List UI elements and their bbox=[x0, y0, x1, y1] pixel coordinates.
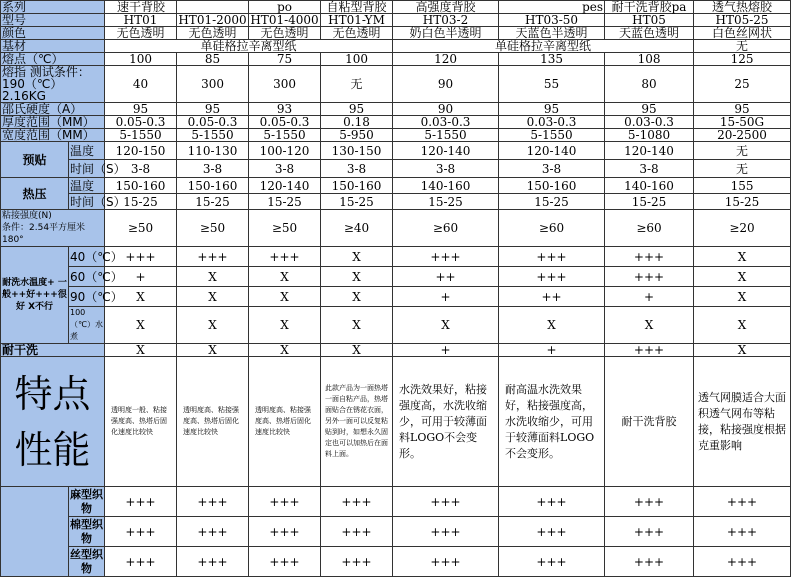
fabric-cell[interactable]: +++ bbox=[177, 487, 249, 517]
width-cell[interactable]: 5-1550 bbox=[393, 129, 499, 142]
model-row bbox=[1, 14, 791, 27]
prepaste-time-cell[interactable]: 无 bbox=[694, 160, 791, 178]
melt-point-cell[interactable]: 108 bbox=[605, 53, 694, 66]
base-cell[interactable]: 单硅格拉辛离型纸 bbox=[393, 40, 694, 53]
prepaste-time-cell[interactable]: 3-8 bbox=[321, 160, 393, 178]
peel-label-line2: 条件：2.54平方厘米180° bbox=[2, 223, 86, 245]
wash-100-row bbox=[1, 307, 791, 344]
peel-cell[interactable]: ≥20 bbox=[694, 210, 791, 247]
width-cell[interactable]: 5-1080 bbox=[605, 129, 694, 142]
prepaste-temp-cell[interactable]: 120-140 bbox=[393, 142, 499, 160]
width-cell[interactable]: 5-1550 bbox=[249, 129, 321, 142]
dryclean-label: 耐干洗 bbox=[1, 344, 105, 357]
dryclean-cell[interactable]: X bbox=[249, 344, 321, 357]
wash-cell[interactable]: X bbox=[605, 307, 694, 344]
fabric-cell[interactable]: +++ bbox=[105, 487, 177, 517]
series-row bbox=[1, 1, 791, 14]
wash-cell[interactable]: X bbox=[393, 307, 499, 344]
width-cell[interactable]: 5-1550 bbox=[177, 129, 249, 142]
fabric-cell[interactable]: +++ bbox=[321, 547, 393, 577]
color-cell[interactable]: 天蓝色半透明 bbox=[499, 27, 605, 40]
fabric-label: 麻型织物 bbox=[70, 487, 103, 515]
wash-cell[interactable]: +++ bbox=[177, 247, 249, 267]
wash-cell[interactable]: X bbox=[499, 307, 605, 344]
melt-point-cell[interactable]: 120 bbox=[393, 53, 499, 66]
series-cell[interactable] bbox=[177, 1, 249, 14]
wash-temp-label: 90（℃） bbox=[69, 287, 105, 307]
feature-text[interactable]: 耐高温水洗效果好，粘接强度高，水洗收缩少，可用于较薄面料LOGO不会变形。 bbox=[499, 357, 605, 487]
width-label: 宽度范围（MM） bbox=[1, 129, 105, 142]
melt-point-cell[interactable]: 125 bbox=[694, 53, 791, 66]
wash-cell[interactable]: + bbox=[105, 267, 177, 287]
model-cell[interactable]: HT05 bbox=[605, 14, 694, 27]
wash-40-row bbox=[1, 247, 791, 267]
melt-index-cell[interactable]: 无 bbox=[321, 66, 393, 103]
feature-text[interactable]: 透明度一般、粘接强度高、热塔后固化速度比较快 bbox=[105, 357, 177, 487]
fabric-label: 丝型织物 bbox=[70, 547, 103, 575]
melt-index-cell[interactable]: 300 bbox=[249, 66, 321, 103]
prepaste-temp-cell[interactable]: 无 bbox=[694, 142, 791, 160]
model-cell[interactable]: HT01-YM bbox=[321, 14, 393, 27]
fabric-cell[interactable]: +++ bbox=[694, 487, 791, 517]
fabric-group-label bbox=[1, 487, 69, 577]
peel-label-line1: 粘接强度(N) bbox=[2, 211, 52, 221]
wash-cell[interactable]: +++ bbox=[499, 247, 605, 267]
hotpress-time-row bbox=[1, 194, 791, 210]
model-cell[interactable]: HT05-25 bbox=[694, 14, 791, 27]
peel-cell[interactable]: ≥40 bbox=[321, 210, 393, 247]
color-cell[interactable]: 奶白色半透明 bbox=[393, 27, 499, 40]
wash-cell[interactable]: X bbox=[321, 287, 393, 307]
thickness-cell[interactable]: 0.03-0.3 bbox=[393, 116, 499, 129]
hotpress-time-cell[interactable]: 15-25 bbox=[393, 194, 499, 210]
peel-cell[interactable]: ≥60 bbox=[393, 210, 499, 247]
prepaste-temp-cell[interactable]: 130-150 bbox=[321, 142, 393, 160]
dryclean-row bbox=[1, 344, 791, 357]
model-cell[interactable]: HT01 bbox=[105, 14, 177, 27]
fabric-cell[interactable]: +++ bbox=[694, 547, 791, 577]
prepaste-temp-cell[interactable]: 110-130 bbox=[177, 142, 249, 160]
shore-cell[interactable]: 95 bbox=[605, 103, 694, 116]
model-cell[interactable]: HT03-2 bbox=[393, 14, 499, 27]
melt-point-cell[interactable]: 85 bbox=[177, 53, 249, 66]
peel-label bbox=[1, 210, 105, 247]
thickness-cell[interactable]: 15-50G bbox=[694, 116, 791, 129]
hotpress-temp-cell[interactable]: 155 bbox=[694, 178, 791, 194]
prepaste-temp-row bbox=[1, 142, 791, 160]
width-cell[interactable]: 5-950 bbox=[321, 129, 393, 142]
wash-temp-label: 40（℃） bbox=[69, 247, 105, 267]
base-label: 基材 bbox=[1, 40, 105, 53]
fabric-row bbox=[1, 547, 791, 577]
shore-cell[interactable]: 90 bbox=[393, 103, 499, 116]
fabric-cell[interactable]: +++ bbox=[605, 487, 694, 517]
hotpress-temp-cell[interactable]: 120-140 bbox=[249, 178, 321, 194]
prepaste-temp-cell[interactable]: 120-150 bbox=[105, 142, 177, 160]
thickness-cell[interactable]: 0.05-0.3 bbox=[177, 116, 249, 129]
wash-cell[interactable]: ++ bbox=[393, 267, 499, 287]
wash-cell[interactable]: X bbox=[321, 307, 393, 344]
hotpress-temp-label: 温度 bbox=[69, 178, 105, 194]
melt-index-cell[interactable]: 25 bbox=[694, 66, 791, 103]
wash-cell[interactable]: X bbox=[694, 287, 791, 307]
fabric-cell[interactable]: +++ bbox=[249, 487, 321, 517]
wash-cell[interactable]: X bbox=[105, 287, 177, 307]
fabric-cell[interactable]: +++ bbox=[249, 547, 321, 577]
dryclean-cell[interactable]: X bbox=[105, 344, 177, 357]
wash-cell[interactable]: X bbox=[321, 267, 393, 287]
color-cell[interactable]: 无色透明 bbox=[177, 27, 249, 40]
wash-cell[interactable]: X bbox=[694, 247, 791, 267]
hotpress-time-cell[interactable]: 15-25 bbox=[694, 194, 791, 210]
feature-text[interactable]: 耐干洗背胶 bbox=[605, 357, 694, 487]
hotpress-time-cell[interactable]: 15-25 bbox=[499, 194, 605, 210]
dryclean-cell[interactable]: X bbox=[694, 344, 791, 357]
prepaste-time-cell[interactable]: 3-8 bbox=[605, 160, 694, 178]
wash-cell[interactable]: X bbox=[694, 267, 791, 287]
melt-index-cell[interactable]: 90 bbox=[393, 66, 499, 103]
fabric-cell[interactable]: +++ bbox=[105, 547, 177, 577]
prepaste-temp-cell[interactable]: 120-140 bbox=[605, 142, 694, 160]
model-cell[interactable]: HT03-50 bbox=[499, 14, 605, 27]
prepaste-time-cell[interactable]: 3-8 bbox=[393, 160, 499, 178]
color-label: 颜色 bbox=[1, 27, 105, 40]
hotpress-time-cell[interactable]: 15-25 bbox=[105, 194, 177, 210]
thickness-cell[interactable]: 0.05-0.3 bbox=[105, 116, 177, 129]
wash-temp-label: 60（℃） bbox=[69, 267, 105, 287]
color-cell[interactable]: 天蓝色透明 bbox=[605, 27, 694, 40]
hotpress-temp-cell[interactable]: 150-160 bbox=[321, 178, 393, 194]
melt-point-cell[interactable]: 100 bbox=[105, 53, 177, 66]
melt-index-cell[interactable]: 80 bbox=[605, 66, 694, 103]
prepaste-time-cell[interactable]: 3-8 bbox=[499, 160, 605, 178]
fabric-row bbox=[1, 517, 791, 547]
shore-cell[interactable]: 95 bbox=[105, 103, 177, 116]
wash-cell[interactable]: +++ bbox=[499, 267, 605, 287]
peel-cell[interactable]: ≥50 bbox=[177, 210, 249, 247]
dryclean-cell[interactable]: +++ bbox=[605, 344, 694, 357]
hotpress-temp-cell[interactable]: 140-160 bbox=[605, 178, 694, 194]
series-cell[interactable]: 耐干洗背胶pa bbox=[605, 1, 694, 14]
fabric-cell[interactable]: +++ bbox=[393, 547, 499, 577]
peel-cell[interactable]: ≥50 bbox=[249, 210, 321, 247]
fabric-cell[interactable]: +++ bbox=[105, 517, 177, 547]
fabric-cell[interactable]: +++ bbox=[393, 517, 499, 547]
hotpress-temp-row bbox=[1, 178, 791, 194]
model-cell[interactable]: HT01-2000 bbox=[178, 13, 247, 27]
wash-cell[interactable]: X bbox=[694, 307, 791, 344]
fabric-cell[interactable]: +++ bbox=[694, 517, 791, 547]
wash-cell[interactable]: +++ bbox=[605, 267, 694, 287]
color-cell[interactable]: 无色透明 bbox=[105, 27, 177, 40]
thickness-cell[interactable]: 0.03-0.3 bbox=[605, 116, 694, 129]
dryclean-cell[interactable]: X bbox=[177, 344, 249, 357]
hotpress-temp-cell[interactable]: 140-160 bbox=[393, 178, 499, 194]
features-label: 特点性能 bbox=[1, 357, 105, 487]
series-cell[interactable]: 透气热熔胶 bbox=[694, 1, 791, 14]
base-cell[interactable]: 单硅格拉辛离型纸 bbox=[105, 40, 393, 53]
fabric-cell[interactable]: +++ bbox=[605, 547, 694, 577]
prepaste-temp-cell[interactable]: 100-120 bbox=[249, 142, 321, 160]
peel-cell[interactable]: ≥60 bbox=[605, 210, 694, 247]
width-cell[interactable]: 20-2500 bbox=[694, 129, 791, 142]
prepaste-temp-label: 温度 bbox=[69, 142, 105, 160]
melt-point-cell[interactable]: 100 bbox=[321, 53, 393, 66]
prepaste-time-row bbox=[1, 160, 791, 178]
wash-cell[interactable]: X bbox=[249, 267, 321, 287]
fabric-cell[interactable]: +++ bbox=[605, 517, 694, 547]
color-row bbox=[1, 27, 791, 40]
base-row bbox=[1, 40, 791, 53]
melt-index-label: 熔指 测试条件：190（℃）2.16KG bbox=[1, 66, 105, 103]
shore-label: 邵氏硬度（A） bbox=[1, 103, 105, 116]
width-row bbox=[1, 129, 791, 142]
shore-cell[interactable]: 95 bbox=[694, 103, 791, 116]
wash-90-row bbox=[1, 287, 791, 307]
fabric-cell[interactable]: +++ bbox=[177, 547, 249, 577]
wash-cell[interactable]: +++ bbox=[249, 247, 321, 267]
peel-cell[interactable]: ≥50 bbox=[105, 210, 177, 247]
series-label: 系列 bbox=[1, 1, 105, 14]
wash-label: 耐洗水温度+ 一般++好+++很好 X不行 bbox=[1, 247, 69, 344]
melt-index-row bbox=[1, 66, 791, 103]
hotpress-temp-cell[interactable]: 150-160 bbox=[177, 178, 249, 194]
fabric-cell[interactable]: +++ bbox=[321, 517, 393, 547]
wash-temp-label: 100（℃）水煮 bbox=[69, 307, 105, 344]
wash-cell[interactable]: ++ bbox=[499, 287, 605, 307]
feature-text[interactable]: 透明度高、粘接强度高、热塔后固化速度比较快 bbox=[249, 357, 321, 487]
shore-row bbox=[1, 103, 791, 116]
wash-cell[interactable]: X bbox=[249, 307, 321, 344]
hotpress-time-cell[interactable]: 15-25 bbox=[321, 194, 393, 210]
wash-cell[interactable]: X bbox=[105, 307, 177, 344]
thickness-row bbox=[1, 116, 791, 129]
fabric-cell[interactable]: +++ bbox=[177, 517, 249, 547]
series-cell[interactable]: pes bbox=[499, 1, 605, 14]
prepaste-time-cell[interactable]: 3-8 bbox=[177, 160, 249, 178]
melt-index-cell[interactable]: 40 bbox=[105, 66, 177, 103]
feature-text[interactable]: 水洗效果好，粘接强度高，水洗收缩少，可用于较薄面料LOGO不会变形。 bbox=[393, 357, 499, 487]
hotpress-time-cell[interactable]: 15-25 bbox=[249, 194, 321, 210]
prepaste-time-cell[interactable]: 3-8 bbox=[105, 160, 177, 178]
thickness-label: 厚度范围（MM） bbox=[1, 116, 105, 129]
prepaste-label: 预贴 bbox=[1, 142, 69, 178]
hotpress-time-label: 时间（S） bbox=[70, 194, 126, 209]
series-cell[interactable]: 高强度背胶 bbox=[393, 1, 499, 14]
melt-point-label: 熔点（℃） bbox=[1, 53, 105, 66]
wash-cell[interactable]: +++ bbox=[105, 247, 177, 267]
prepaste-time-cell[interactable]: 3-8 bbox=[249, 160, 321, 178]
hotpress-time-cell[interactable]: 15-25 bbox=[605, 194, 694, 210]
series-cell[interactable]: po bbox=[249, 1, 321, 14]
shore-cell[interactable]: 95 bbox=[177, 103, 249, 116]
hotpress-label: 热压 bbox=[1, 178, 69, 210]
width-cell[interactable]: 5-1550 bbox=[105, 129, 177, 142]
color-cell[interactable]: 无色透明 bbox=[249, 27, 321, 40]
fabric-cell[interactable]: +++ bbox=[393, 487, 499, 517]
hotpress-temp-cell[interactable]: 150-160 bbox=[499, 178, 605, 194]
peel-row bbox=[1, 210, 791, 247]
hotpress-temp-cell[interactable]: 150-160 bbox=[105, 178, 177, 194]
feature-text[interactable]: 此款产品为一面热塔一面自粘产品，热塔面贴合在锈花衣面，另外一面可以反复粘贴到时，如想永久固定也可以加热后在面料上面。 bbox=[321, 357, 393, 487]
features-row bbox=[1, 357, 791, 487]
fabric-row bbox=[1, 487, 791, 517]
wash-cell[interactable]: X bbox=[177, 307, 249, 344]
prepaste-time-label: 时间（S） bbox=[70, 161, 126, 176]
base-cell[interactable]: 无 bbox=[694, 40, 791, 53]
fabric-cell[interactable]: +++ bbox=[499, 517, 605, 547]
series-cell[interactable]: 速干背胶 bbox=[105, 1, 177, 14]
shore-cell[interactable]: 95 bbox=[499, 103, 605, 116]
color-cell[interactable]: 无色透明 bbox=[321, 27, 393, 40]
wash-cell[interactable]: X bbox=[177, 287, 249, 307]
fabric-cell[interactable]: +++ bbox=[249, 517, 321, 547]
wash-cell[interactable]: X bbox=[177, 267, 249, 287]
dryclean-cell[interactable]: X bbox=[321, 344, 393, 357]
melt-index-cell[interactable]: 300 bbox=[177, 66, 249, 103]
wash-cell[interactable]: +++ bbox=[605, 247, 694, 267]
thickness-cell[interactable]: 0.03-0.3 bbox=[499, 116, 605, 129]
thickness-cell[interactable]: 0.18 bbox=[321, 116, 393, 129]
series-cell[interactable]: 自粘型背胶 bbox=[321, 1, 393, 14]
fabric-cell[interactable]: +++ bbox=[321, 487, 393, 517]
wash-60-row bbox=[1, 267, 791, 287]
fabric-cell[interactable]: +++ bbox=[499, 547, 605, 577]
hotpress-time-cell[interactable]: 15-25 bbox=[177, 194, 249, 210]
prepaste-temp-cell[interactable]: 120-140 bbox=[499, 142, 605, 160]
model-label: 型号 bbox=[1, 14, 105, 27]
model-cell[interactable]: HT01-4000 bbox=[250, 13, 319, 27]
wash-cell[interactable]: +++ bbox=[393, 247, 499, 267]
melt-point-row bbox=[1, 53, 791, 66]
melt-index-cell[interactable]: 55 bbox=[499, 66, 605, 103]
peel-cell[interactable]: ≥60 bbox=[499, 210, 605, 247]
melt-point-cell[interactable]: 75 bbox=[249, 53, 321, 66]
feature-text[interactable]: 透气网膜适合大面积透气网布等粘接，粘接强度根据克重影响 bbox=[694, 357, 791, 487]
dryclean-cell[interactable]: + bbox=[499, 344, 605, 357]
color-cell[interactable]: 白色丝网状 bbox=[694, 27, 791, 40]
wash-cell[interactable]: + bbox=[605, 287, 694, 307]
shore-cell[interactable]: 93 bbox=[249, 103, 321, 116]
thickness-cell[interactable]: 0.05-0.3 bbox=[249, 116, 321, 129]
fabric-label: 棉型织物 bbox=[70, 517, 103, 545]
feature-text[interactable]: 透明度高、粘接强度高、热塔后固化速度比较快 bbox=[177, 357, 249, 487]
wash-cell[interactable]: + bbox=[393, 287, 499, 307]
width-cell[interactable]: 5-1550 bbox=[499, 129, 605, 142]
wash-cell[interactable]: X bbox=[321, 247, 393, 267]
wash-cell[interactable]: X bbox=[249, 287, 321, 307]
shore-cell[interactable]: 95 bbox=[321, 103, 393, 116]
fabric-cell[interactable]: +++ bbox=[499, 487, 605, 517]
dryclean-cell[interactable]: + bbox=[393, 344, 499, 357]
melt-point-cell[interactable]: 135 bbox=[499, 53, 605, 66]
